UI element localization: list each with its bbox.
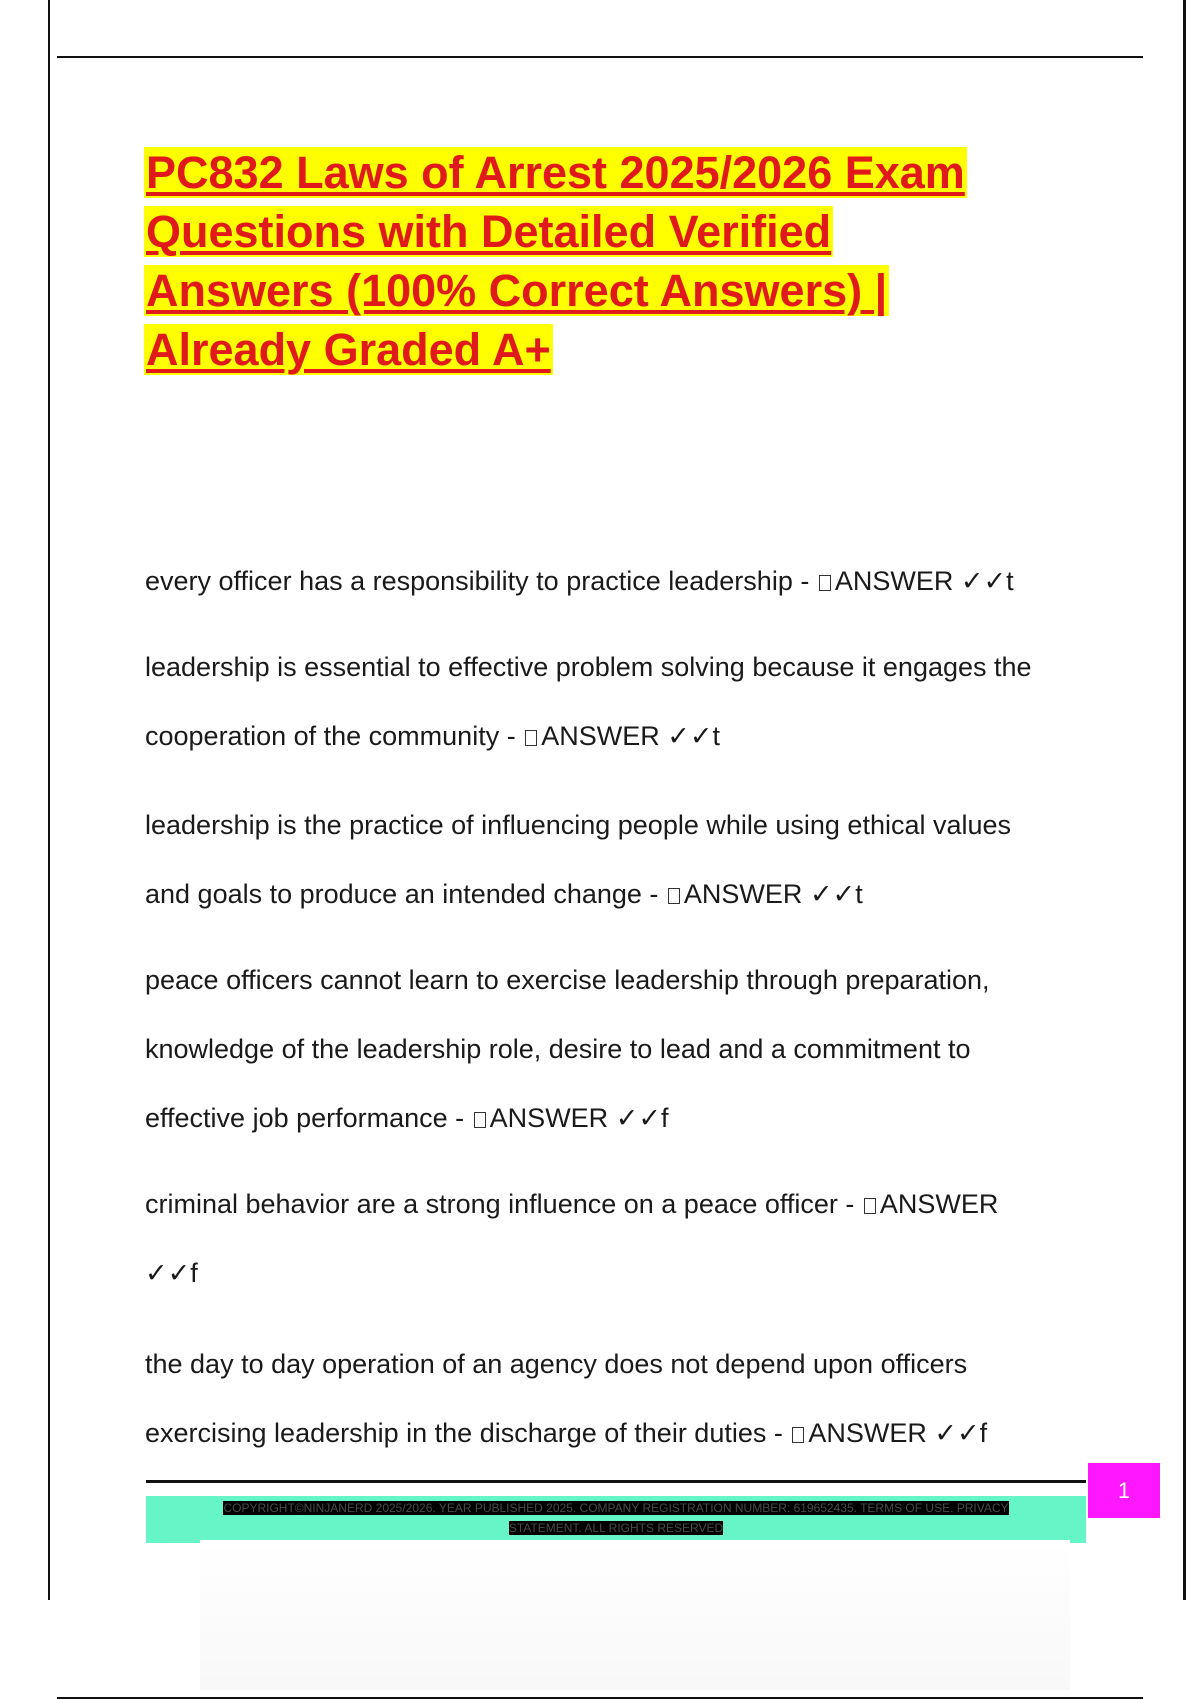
top-rule xyxy=(57,56,1143,58)
answer-value: f xyxy=(190,1258,198,1288)
qa-text: cooperation of the community - xyxy=(145,721,524,751)
checkmark-icon: ✓✓ xyxy=(809,879,856,909)
qa-text: every officer has a responsibility to practice leadership - xyxy=(145,566,817,596)
title-line-4: Already Graded A+ xyxy=(146,324,551,375)
title-line-1: PC832 Laws of Arrest 2025/2026 Exam xyxy=(146,147,965,198)
answer-label: ANSWER xyxy=(541,721,660,751)
title-line-2: Questions with Detailed Verified xyxy=(146,206,832,257)
checkmark-icon: ✓✓ xyxy=(667,721,713,751)
checkmark-icon: ✓✓ xyxy=(934,1418,980,1448)
answer-label: ANSWER xyxy=(834,566,954,596)
qa-item-1 xyxy=(145,547,1095,616)
qa-text: knowledge of the leadership role, desire to lead and a commitment to xyxy=(145,1034,971,1064)
qa-item-4 xyxy=(145,946,1095,1153)
answer-label: ANSWER xyxy=(808,1418,927,1448)
answer-value: t xyxy=(712,721,720,751)
missing-glyph-icon xyxy=(474,1112,486,1128)
answer-value: f xyxy=(660,1103,669,1133)
missing-glyph-icon xyxy=(819,575,831,591)
qa-item-6 xyxy=(145,1330,1095,1468)
page-border-left xyxy=(48,0,50,1600)
answer-label: ANSWER xyxy=(879,1189,999,1219)
checkmark-icon: ✓✓ xyxy=(145,1258,191,1288)
copyright-line-2: STATEMENT. ALL RIGHTS RESERVED xyxy=(508,1521,724,1535)
qa-item-3 xyxy=(145,791,1095,929)
qa-item-2 xyxy=(145,633,1095,771)
checkmark-icon: ✓✓ xyxy=(960,566,1007,596)
copyright-line-1: COPYRIGHT©NINJANERD 2025/2026. YEAR PUBLISHED 2025. COMPANY REGISTRATION NUMBER: 619652435. TERMS OF USE. PRIVACY xyxy=(223,1501,1009,1515)
qa-text: the day to day operation of an agency does not depend upon officers xyxy=(145,1349,968,1379)
checkmark-icon: ✓✓ xyxy=(615,1103,661,1133)
answer-value: f xyxy=(979,1418,988,1448)
qa-item-5 xyxy=(145,1170,1095,1308)
qa-text: peace officers cannot learn to exercise leadership through preparation, xyxy=(145,965,990,995)
page-border-right xyxy=(1183,0,1186,1600)
answer-value: t xyxy=(855,879,863,909)
bottom-rule xyxy=(57,1697,1143,1699)
answer-value: t xyxy=(1006,566,1014,596)
title-line-3: Answers (100% Correct Answers) | xyxy=(146,265,888,316)
missing-glyph-icon xyxy=(668,888,680,904)
qa-text: leadership is essential to effective problem solving because it engages the xyxy=(145,652,1032,682)
missing-glyph-icon xyxy=(864,1198,876,1214)
missing-glyph-icon xyxy=(792,1427,804,1443)
answer-label: ANSWER xyxy=(489,1103,609,1133)
footer-rule xyxy=(146,1480,1086,1483)
page-number-badge: 1 xyxy=(1088,1463,1160,1518)
document-title xyxy=(144,143,1064,379)
answer-label: ANSWER xyxy=(683,879,803,909)
copyright-footer xyxy=(146,1496,1086,1543)
qa-text: effective job performance - xyxy=(145,1103,472,1133)
blank-page-area xyxy=(200,1540,1070,1690)
missing-glyph-icon xyxy=(525,730,537,746)
qa-text: and goals to produce an intended change - xyxy=(145,879,666,909)
qa-text: criminal behavior are a strong influence on a peace officer - xyxy=(145,1189,862,1219)
qa-text: leadership is the practice of influencing people while using ethical values xyxy=(145,810,1012,840)
qa-text: exercising leadership in the discharge of their duties - xyxy=(145,1418,791,1448)
